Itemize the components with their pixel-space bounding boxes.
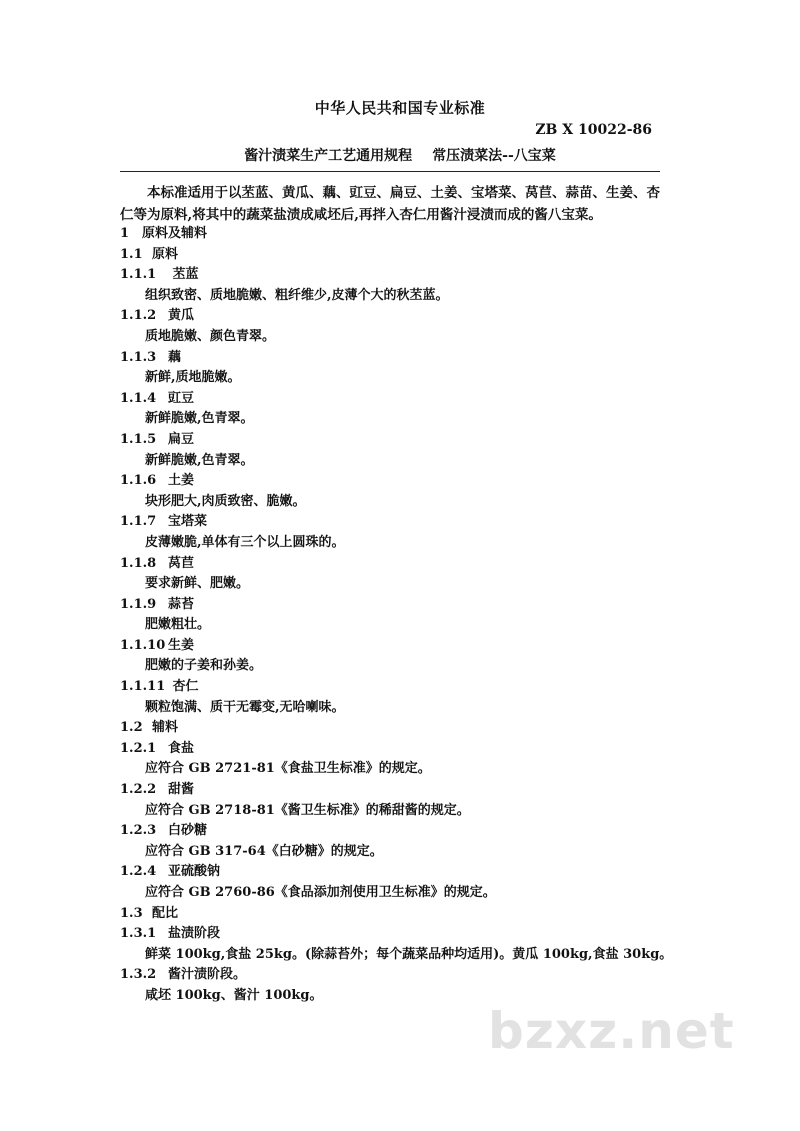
section-text: 皮薄嫩脆,单体有三个以上圆珠的。	[145, 534, 345, 550]
section-text: 应符合 GB 2718-81《酱卫生标准》的稀甜酱的规定。	[145, 802, 470, 818]
section-heading	[120, 348, 680, 369]
section-heading	[120, 965, 680, 986]
section-title: 豇豆	[168, 390, 195, 406]
watermark: bzxz.net	[488, 1002, 735, 1060]
section-number: 1.1.3	[120, 349, 157, 365]
section-heading	[120, 780, 680, 801]
section-text: 质地脆嫩、颜色青翠。	[145, 328, 276, 344]
section-number: 1.3	[120, 905, 143, 921]
section-heading	[120, 224, 680, 245]
org-title: 中华人民共和国专业标准	[314, 99, 486, 117]
section-heading	[120, 739, 680, 760]
section-heading	[120, 430, 680, 451]
section-number: 1	[120, 226, 130, 241]
section-text: 颗粒饱满、质干无霉变,无哈喇味。	[145, 699, 345, 715]
section-number: 1.1.2	[120, 308, 157, 324]
section-title: 杏仁	[168, 679, 199, 695]
section-text: 新鲜脆嫩,色青翠。	[145, 411, 254, 427]
section-heading	[120, 245, 680, 266]
section-number: 1.2.3	[120, 823, 157, 839]
section-number: 1.1.6	[120, 473, 157, 489]
section-number: 1.2	[120, 720, 143, 736]
section-title: 土姜	[168, 473, 195, 489]
section-text: 新鲜脆嫩,色青翠。	[145, 452, 254, 468]
section-title: 扁豆	[168, 431, 195, 447]
section-title: 酱汁渍阶段。	[168, 967, 247, 983]
section-text: 应符合 GB 317-64《白砂糖》的规定。	[145, 843, 383, 859]
section-number: 1.3.2	[120, 967, 157, 983]
section-number: 1.1.5	[120, 431, 157, 447]
section-title: 原料及辅料	[142, 226, 208, 241]
title-sub: 常压渍菜法--八宝菜	[432, 148, 556, 164]
section-number: 1.2.1	[120, 740, 157, 756]
section-heading	[120, 862, 680, 883]
section-text: 块形肥大,肉质致密、脆嫩。	[145, 493, 306, 509]
section-heading	[120, 677, 680, 698]
section-number: 1.1	[120, 246, 143, 262]
section-title: 盐渍阶段	[168, 926, 221, 942]
section-number: 1.1.10	[120, 637, 166, 653]
section-text: 咸坯 100kg、酱汁 100kg。	[145, 987, 323, 1003]
section-number: 1.1.1	[120, 267, 157, 283]
title-main: 酱汁渍菜生产工艺通用规程	[244, 148, 413, 164]
section-number: 1.1.4	[120, 390, 157, 406]
section-number: 1.2.2	[120, 782, 157, 798]
section-title: 莴苣	[168, 555, 195, 571]
section-title: 辅料	[152, 720, 179, 736]
header-divider	[120, 171, 660, 172]
section-heading	[120, 904, 680, 925]
section-heading	[120, 512, 680, 533]
section-title: 甜酱	[168, 782, 195, 798]
section-heading	[120, 265, 680, 286]
document-body	[120, 224, 680, 1007]
section-title: 原料	[152, 246, 179, 262]
section-number: 1.3.1	[120, 926, 157, 942]
section-title: 黄瓜	[168, 308, 195, 324]
section-heading	[120, 389, 680, 410]
section-text: 肥嫩的子姜和孙姜。	[145, 658, 263, 674]
section-number: 1.1.9	[120, 596, 157, 612]
section-heading	[120, 718, 680, 739]
section-number: 1.1.7	[120, 514, 157, 530]
section-title: 生姜	[168, 637, 195, 653]
intro-paragraph: 本标准适用于以苤蓝、黄瓜、藕、豇豆、扁豆、土姜、宝塔菜、莴苣、蒜苗、生姜、杏仁等为原料,将其中的蔬菜盐渍成咸坯后,再拌入杏仁用酱汁浸渍而成的酱八宝菜。	[120, 185, 660, 223]
section-title: 配比	[152, 905, 179, 921]
section-title: 食盐	[168, 740, 195, 756]
section-text: 鲜菜 100kg,食盐 25kg。(除蒜苔外；每个蔬菜品种均适用)。黄瓜 100kg,食盐 30kg。	[145, 946, 673, 962]
section-number: 1.1.8	[120, 555, 157, 571]
section-title: 藕	[168, 349, 182, 365]
section-text: 组织致密、质地脆嫩、粗纤维少,皮薄个大的秋苤蓝。	[145, 287, 449, 303]
section-heading	[120, 636, 680, 657]
section-heading	[120, 924, 680, 945]
section-text: 应符合 GB 2721-81《食盐卫生标准》的规定。	[145, 761, 431, 777]
section-heading	[120, 306, 680, 327]
section-text: 要求新鲜、肥嫩。	[145, 576, 250, 592]
section-number: 1.2.4	[120, 864, 157, 880]
section-title: 蒜苔	[168, 596, 195, 612]
standard-code: ZB X 10022-86	[535, 122, 652, 138]
section-text: 肥嫩粗壮。	[145, 617, 211, 633]
section-title: 苤蓝	[168, 267, 199, 283]
section-text: 应符合 GB 2760-86《食品添加剂使用卫生标准》的规定。	[145, 885, 496, 900]
document-title	[0, 145, 800, 165]
section-heading	[120, 595, 680, 616]
section-number: 1.1.11	[120, 679, 166, 695]
section-title: 宝塔菜	[168, 514, 208, 530]
section-heading	[120, 471, 680, 492]
section-heading	[120, 554, 680, 575]
section-title: 白砂糖	[168, 823, 208, 839]
section-heading	[120, 821, 680, 842]
section-text: 新鲜,质地脆嫩。	[145, 370, 241, 386]
section-title: 亚硫酸钠	[168, 864, 221, 880]
